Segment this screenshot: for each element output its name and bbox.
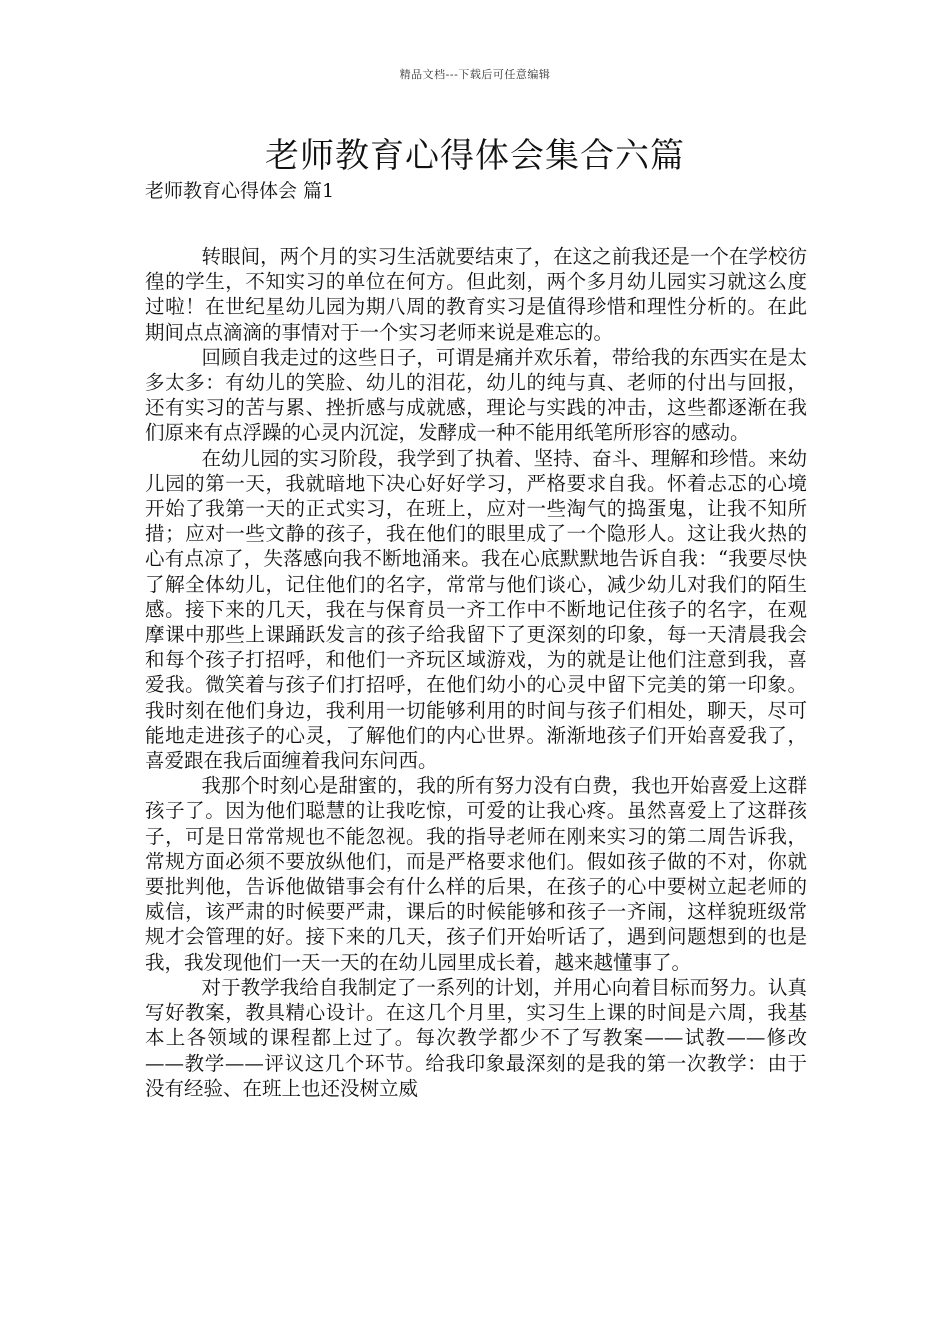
paragraph: 对于教学我给自我制定了一系列的计划，并用心向着目标而努力。认真写好教案，教具精心设计。在这几个月里，实习生上课的时间是六周，我基本上各领域的课程都上过了。每次教学都少不了写教案——试教——修改——教学——评议这几个环节。给我印象最深刻的是我的第一次教学：由于没有经验、在班上也还没树立威 bbox=[145, 975, 807, 1100]
section-heading: 老师教育心得体会 篇1 bbox=[145, 180, 335, 202]
paragraph: 在幼儿园的实习阶段，我学到了执着、坚持、奋斗、理解和珍惜。来幼儿园的第一天，我就暗地下决心好好学习，严格要求自我。怀着忐忑的心境开始了我第一天的正式实习，在班上，应对一些淘气的捣蛋鬼，让我不知所措；应对一些文静的孩子，我在他们的眼里成了一个隐形人。这让我火热的心有点凉了，失落感向我不断地涌来。我在心底默默地告诉自我：“我要尽快了解全体幼儿，记住他们的名字，常常与他们谈心，减少幼儿对我们的陌生感。接下来的几天，我在与保育员一齐工作中不断地记住孩子的名字，在观摩课中那些上课踊跃发言的孩子给我留下了更深刻的印象，每一天清晨我会和每个孩子打招呼，和他们一齐玩区域游戏，为的就是让他们注意到我，喜爱我。微笑着与孩子们打招呼，在他们幼小的心灵中留下完美的第一印象。我时刻在他们身边，我利用一切能够利用的时间与孩子们相处，聊天，尽可能地走进孩子的心灵，了解他们的内心世界。渐渐地孩子们开始喜爱我了，喜爱跟在我后面缠着我问东问西。 bbox=[145, 446, 807, 773]
body-text bbox=[145, 244, 807, 1101]
document-title: 老师教育心得体会集合六篇 bbox=[265, 136, 685, 176]
paragraph: 我那个时刻心是甜蜜的，我的所有努力没有白费，我也开始喜爱上这群孩子了。因为他们聪慧的让我吃惊，可爱的让我心疼。虽然喜爱上了这群孩子，可是日常常规也不能忽视。我的指导老师在刚来实习的第二周告诉我，常规方面必须不要放纵他们，而是严格要求他们。假如孩子做的不对，你就要批判他，告诉他做错事会有什么样的后果，在孩子的心中要树立起老师的威信，该严肃的时候要严肃，课后的时候能够和孩子一齐闹，这样貌班级常规才会管理的好。接下来的几天，孩子们开始听话了，遇到问题想到的也是我，我发现他们一天一天的在幼儿园里成长着，越来越懂事了。 bbox=[145, 774, 807, 974]
paragraph: 回顾自我走过的这些日子，可谓是痛并欢乐着，带给我的东西实在是太多太多：有幼儿的笑脸、幼儿的泪花，幼儿的纯与真、老师的付出与回报，还有实习的苦与累、挫折感与成就感，理论与实践的冲击，这些都逐渐在我们原来有点浮躁的心灵内沉淀，发酵成一种不能用纸笔所形容的感动。 bbox=[145, 345, 807, 445]
paragraph: 转眼间，两个月的实习生活就要结束了，在这之前我还是一个在学校彷徨的学生，不知实习的单位在何方。但此刻，两个多月幼儿园实习就这么度过啦！在世纪星幼儿园为期八周的教育实习是值得珍惜和理性分析的。在此期间点点滴滴的事情对于一个实习老师来说是难忘的。 bbox=[145, 245, 807, 344]
header-note: 精品文档---下载后可任意编辑 bbox=[399, 68, 551, 81]
